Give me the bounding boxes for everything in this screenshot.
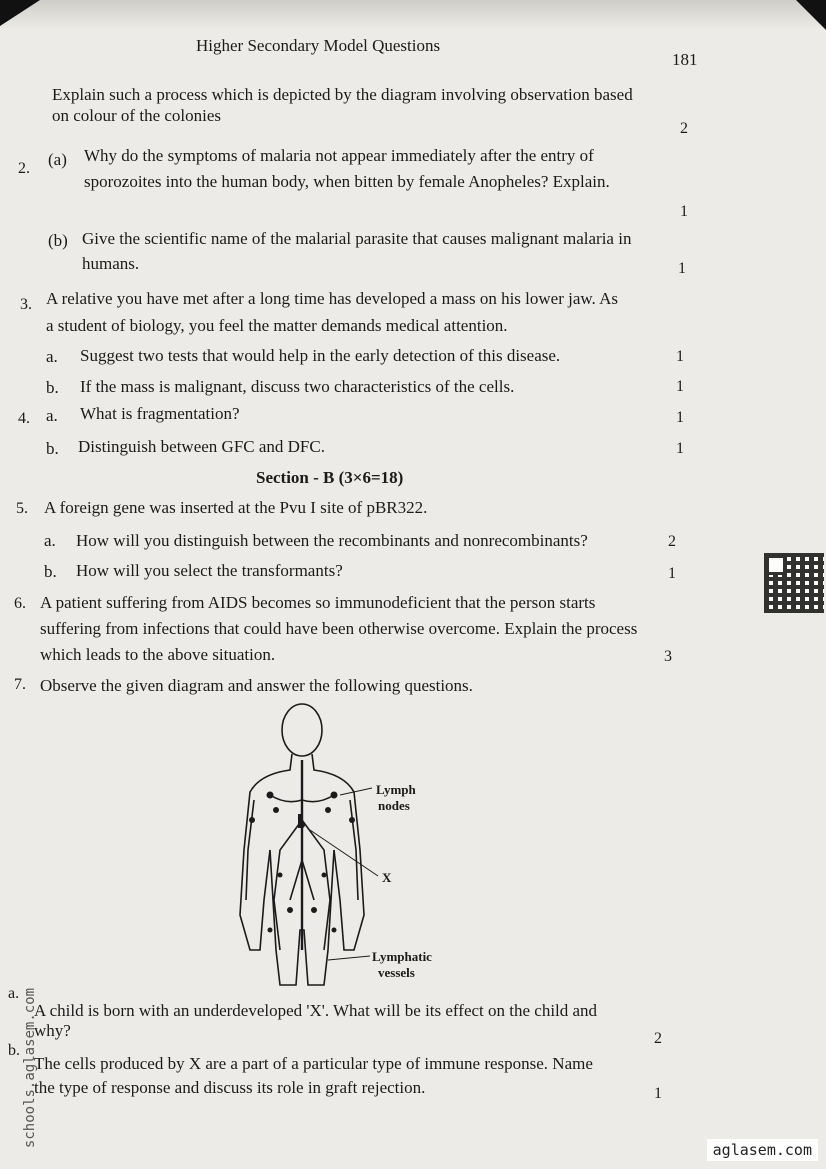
intro-marks: 2 [680,120,688,137]
q6-line-1: A patient suffering from AIDS becomes so immunodeficient that the person starts [40,593,596,612]
page-number: 181 [672,50,698,69]
q6-line-3: which leads to the above situation. [40,645,276,664]
q7b-line-1: The cells produced by X are a part of a particular type of immune response. Name [34,1054,593,1073]
q6-line-2: suffering from infections that could have been otherwise overcome. Explain the process [40,619,638,638]
q7-text: Observe the given diagram and answer the following questions. [40,676,473,695]
q2a-label: (a) [48,150,67,169]
q4a-label: a. [46,406,58,425]
q5a-marks: 2 [668,533,676,550]
q4b-marks: 1 [676,440,684,457]
page-shadow [0,0,826,30]
q4b-text: Distinguish between GFC and DFC. [78,437,325,456]
label-x: X [382,870,392,885]
q4a-marks: 1 [676,409,684,426]
watermark: aglasem.com [707,1139,818,1161]
q3b-marks: 1 [676,378,684,395]
q2a-line-2: sporozoites into the human body, when bitten by female Anopheles? Explain. [84,172,610,191]
q5-text: A foreign gene was inserted at the Pvu I site of pBR322. [44,498,428,517]
q2b-line-2: humans. [82,254,140,273]
q7-number: 7. [14,676,26,693]
label-vessels: vessels [378,965,415,980]
q4b-label: b. [46,439,59,458]
q2b-line-1: Give the scientific name of the malarial parasite that causes malignant malaria in [82,229,632,248]
page-header-title: Higher Secondary Model Questions [196,36,441,55]
q5b-label: b. [44,562,57,581]
q5a-label: a. [44,531,56,550]
q5b-text: How will you select the transformants? [76,561,343,580]
scan-corner [796,0,826,30]
intro-line-2: on colour of the colonies [52,106,222,125]
side-watermark: schools.aglasem.com [22,987,39,1149]
section-b-heading: Section - B (3×6=18) [256,468,404,487]
q3a-text: Suggest two tests that would help in the early detection of this disease. [80,346,561,365]
q2b-label: (b) [48,231,68,250]
q7a-line-1: A child is born with an underdeveloped 'X'. What will be its effect on the child and [34,1001,598,1020]
q5b-marks: 1 [668,565,676,582]
q5a-text: How will you distinguish between the recombinants and nonrecombinants? [76,531,588,550]
q2a-marks: 1 [680,203,688,220]
q7b-line-2: the type of response and discuss its role in graft rejection. [34,1078,426,1097]
q3b-text: If the mass is malignant, discuss two characteristics of the cells. [80,377,515,396]
q2-number: 2. [18,160,30,177]
q3b-label: b. [46,378,59,397]
q5-number: 5. [16,500,28,517]
q4-number: 4. [18,410,30,427]
label-nodes: nodes [378,798,410,813]
q7a-marks: 2 [654,1030,662,1047]
q3a-marks: 1 [676,348,684,365]
q3-line-1: A relative you have met after a long time has developed a mass on his lower jaw. As [46,289,619,308]
label-lymphatic: Lymphatic [372,949,432,964]
q6-number: 6. [14,595,26,612]
lymphatic-system-diagram [230,700,460,1005]
q3-line-2: a student of biology, you feel the matter demands medical attention. [46,316,508,335]
q7b-label: b. [8,1042,20,1059]
qr-code [764,553,824,613]
q2b-marks: 1 [678,260,686,277]
intro-line-1: Explain such a process which is depicted by the diagram involving observation based [52,85,633,104]
q7a-label: a. [8,985,20,1002]
q2a-line-1: Why do the symptoms of malaria not appear immediately after the entry of [84,146,594,165]
q6-marks: 3 [664,648,672,665]
label-lymph: Lymph [376,782,416,797]
q3a-label: a. [46,347,58,366]
q4a-text: What is fragmentation? [80,404,240,423]
q7b-marks: 1 [654,1085,662,1102]
scan-corner [0,0,40,26]
q7a-line-2: why? [34,1021,71,1040]
q3-number: 3. [20,296,32,313]
